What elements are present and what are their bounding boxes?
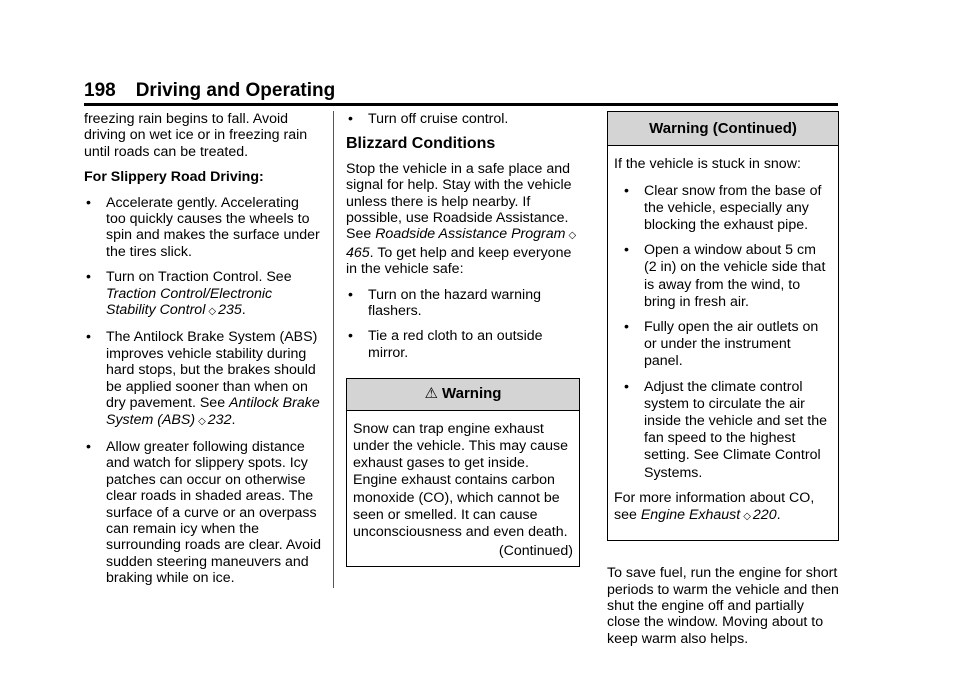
list-item bbox=[614, 379, 832, 482]
list-item bbox=[84, 439, 322, 587]
list-item-text: Allow greater following distance and watch for slippery spots. Icy patches can occur on otherwise clear roads in shaded areas. The surface of a curve or an overpass can remain icy when the surrounding roads are clear. Avoid sudden steering maneuvers and braking while on ice. bbox=[106, 438, 322, 587]
list-item-text: Fully open the air outlets on or under the instrument panel. bbox=[644, 319, 819, 370]
page-ref-icon: ◇ bbox=[568, 230, 577, 242]
page-ref-icon: ◇ bbox=[198, 415, 206, 427]
column-right bbox=[607, 111, 839, 656]
column-left bbox=[84, 111, 322, 596]
bullet: • bbox=[86, 194, 91, 211]
bullet: • bbox=[624, 242, 629, 259]
intro-paragraph: freezing rain begins to fall. Avoid driving on wet ice or in freezing rain until roads can be treated. bbox=[84, 111, 308, 160]
warning-header bbox=[347, 379, 579, 410]
continued-label: (Continued) bbox=[498, 543, 573, 560]
page-reference: 232 bbox=[207, 411, 232, 428]
list-item: • Turn on Traction Control. See Traction Control/Electronic Stability Control ◇ 235. bbox=[84, 269, 322, 320]
list-item-text: Turn on Traction Control. See bbox=[106, 269, 292, 286]
list-item-text: The Antilock Brake System (ABS) improves vehicle stability during hard stops, but the brakes should be applied sooner than when on dry pavement. See bbox=[106, 329, 318, 412]
bullet: • bbox=[86, 438, 91, 455]
warning-triangle-icon: ⚠ bbox=[424, 385, 438, 403]
list-item bbox=[614, 319, 832, 371]
list-item bbox=[346, 287, 580, 320]
bullet: • bbox=[624, 319, 629, 336]
subheading: For Slippery Road Driving: bbox=[84, 169, 264, 186]
cross-reference-link[interactable]: Engine Exhaust bbox=[640, 507, 741, 524]
bullet: • bbox=[348, 328, 353, 345]
warning-text: Snow can trap engine exhaust under the vehicle. This may cause exhaust gases to get inside. Engine exhaust contains carbon monoxide (CO), which cannot be seen or smelled. It can cause unconsciousness and even death. bbox=[353, 420, 569, 540]
list-item-text: Clear snow from the base of the vehicle, especially any blocking the exhaust pipe. bbox=[644, 182, 822, 234]
page-number: 198 bbox=[84, 80, 116, 101]
paragraph-text: To get help and keep everyone in the vehicle safe: bbox=[346, 244, 572, 278]
body-paragraph: Stop the vehicle in a safe place and signal for help. Stay with the vehicle unless there is help nearby. If possible, use Roadside Assistance. See Roadside Assistance Program ◇465. To get help and keep everyone in the vehicle safe: bbox=[346, 160, 577, 278]
list-item bbox=[346, 111, 580, 127]
column-divider bbox=[333, 111, 334, 588]
warning-intro: If the vehicle is stuck in snow: bbox=[614, 156, 801, 173]
bullet: • bbox=[348, 286, 353, 303]
list-item bbox=[614, 242, 832, 311]
list-item-text: Tie a red cloth to an outside mirror. bbox=[368, 328, 543, 361]
cross-reference-link[interactable]: Traction Control/Electronic Stability Control bbox=[106, 285, 273, 319]
list-item-text: Turn on the hazard warning flashers. bbox=[368, 286, 541, 320]
list-item: • The Antilock Brake System (ABS) improves vehicle stability during hard stops, but the brakes should be applied sooner than when on dry pavement. See Antilock Brake System (ABS) ◇ 232. bbox=[84, 329, 322, 429]
paragraph-text: For more information about CO, see bbox=[614, 489, 815, 524]
list-item-text: Open a window about 5 cm (2 in) on the vehicle side that is away from the wind, to bring in fresh air. bbox=[644, 242, 826, 310]
section-title: Driving and Operating bbox=[135, 80, 336, 101]
more-info-paragraph: For more information about CO, see Engine Exhaust ◇ 220. bbox=[614, 490, 832, 525]
bullet: • bbox=[348, 111, 353, 127]
bullet: • bbox=[624, 182, 629, 199]
page-reference: 235 bbox=[218, 302, 242, 319]
list-item bbox=[346, 328, 580, 361]
warning-continued-box bbox=[607, 111, 839, 541]
page-ref-icon: ◇ bbox=[743, 511, 751, 523]
warning-title: Warning bbox=[442, 385, 502, 403]
section-heading: Blizzard Conditions bbox=[346, 135, 496, 153]
warning-body bbox=[608, 146, 838, 540]
warning-box bbox=[346, 378, 580, 567]
page-reference: 220 bbox=[752, 507, 777, 524]
cross-reference-link[interactable]: Antilock Brake System (ABS) bbox=[106, 395, 320, 428]
cross-reference-link[interactable]: Roadside Assistance Program bbox=[375, 226, 566, 243]
list-item bbox=[84, 195, 322, 261]
page-reference: 465 bbox=[346, 244, 370, 261]
paragraph-text: Stop the vehicle in a safe place and signal for help. Stay with the vehicle unless there is help nearby. If possible, use Roadside Assistance. See bbox=[346, 160, 572, 243]
list-item-text: Turn off cruise control. bbox=[368, 111, 509, 127]
bullet: • bbox=[86, 269, 91, 286]
fuel-saving-paragraph: To save fuel, run the engine for short periods to warm the vehicle and then shut the engine off and partially close the window. Moving about to keep warm also helps. bbox=[607, 565, 839, 647]
column-middle bbox=[346, 111, 580, 567]
list-item bbox=[614, 183, 832, 235]
bullet: • bbox=[624, 378, 629, 395]
warning-body bbox=[347, 411, 579, 567]
bullet: • bbox=[86, 329, 91, 346]
header-rule bbox=[84, 103, 838, 106]
page-ref-icon: ◇ bbox=[208, 306, 217, 318]
list-item-text: Accelerate gently. Accelerating too quickly causes the wheels to spin and makes the surface under the tires slick. bbox=[106, 194, 320, 260]
warning-header: Warning (Continued) bbox=[608, 112, 838, 146]
list-item-text: Adjust the climate control system to circulate the air inside the vehicle and set the fan speed to the highest setting. See Climate Control Systems. bbox=[644, 378, 827, 481]
page-header bbox=[84, 80, 836, 102]
